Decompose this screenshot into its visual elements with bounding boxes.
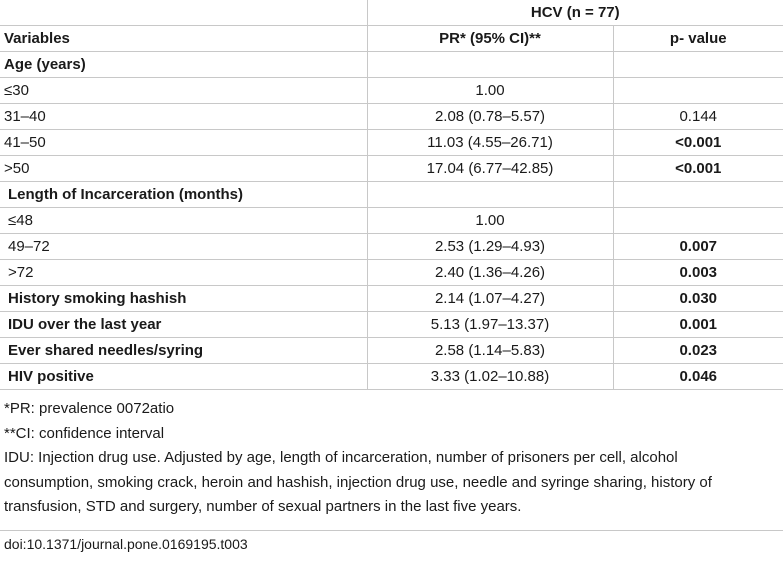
table-row (0, 364, 783, 390)
row-pvalue (613, 182, 783, 208)
row-pr: 11.03 (4.55–26.71) (367, 130, 613, 156)
footnote-idu-line-3: transfusion, STD and surgery, number of sexual partners in the last five years. (4, 498, 522, 515)
row-label: ≤48 (0, 208, 367, 234)
row-label: Ever shared needles/syring (0, 338, 367, 364)
row-pvalue (613, 52, 783, 78)
table-row (0, 338, 783, 364)
header-pr: PR* (95% CI)** (367, 26, 613, 52)
row-label: IDU over the last year (0, 312, 367, 338)
header-variables: Variables (0, 26, 367, 52)
row-label: ≤30 (0, 78, 367, 104)
row-pr: 1.00 (367, 208, 613, 234)
row-label: >72 (0, 260, 367, 286)
row-pr: 5.13 (1.97–13.37) (367, 312, 613, 338)
row-pr: 2.40 (1.36–4.26) (367, 260, 613, 286)
row-pr (367, 52, 613, 78)
table-row (0, 286, 783, 312)
table-row (0, 208, 783, 234)
table-row (0, 260, 783, 286)
row-pr: 1.00 (367, 78, 613, 104)
row-pr: 2.58 (1.14–5.83) (367, 338, 613, 364)
table-row (0, 78, 783, 104)
footnotes (0, 397, 783, 520)
row-pvalue: <0.001 (613, 156, 783, 182)
table-row (0, 52, 783, 78)
row-pr: 2.08 (0.78–5.57) (367, 104, 613, 130)
table-row (0, 156, 783, 182)
header-group-row (0, 0, 783, 26)
footnote-ci: **CI: confidence interval (4, 424, 165, 442)
row-label: Age (years) (0, 52, 367, 78)
row-pvalue (613, 78, 783, 104)
header-empty-cell (0, 0, 367, 26)
row-label: 49–72 (0, 234, 367, 260)
row-pr: 2.53 (1.29–4.93) (367, 234, 613, 260)
row-pr: 17.04 (6.77–42.85) (367, 156, 613, 182)
row-pr (367, 182, 613, 208)
row-pvalue: 0.023 (613, 338, 783, 364)
row-label: 41–50 (0, 130, 367, 156)
table-row (0, 234, 783, 260)
row-pvalue: 0.144 (613, 104, 783, 130)
row-label: 31–40 (0, 104, 367, 130)
header-columns-row (0, 26, 783, 52)
footnote-idu-line-2: consumption, smoking crack, heroin and hashish, injection drug use, needle and syringe sharing, history of (4, 473, 712, 491)
row-pvalue: 0.007 (613, 234, 783, 260)
table-row (0, 312, 783, 338)
table-row (0, 104, 783, 130)
header-pvalue: p- value (613, 26, 783, 52)
row-pvalue: 0.046 (613, 364, 783, 390)
footnote-pr: *PR: prevalence 0072atio (4, 400, 175, 417)
row-pvalue: <0.001 (613, 130, 783, 156)
doi-link[interactable]: doi:10.1371/journal.pone.0169195.t003 (4, 535, 248, 552)
header-group-label: HCV (n = 77) (367, 0, 783, 26)
table-row (0, 130, 783, 156)
row-pvalue: 0.001 (613, 312, 783, 338)
row-pvalue: 0.003 (613, 260, 783, 286)
row-label: Length of Incarceration (months) (0, 182, 367, 208)
row-label: History smoking hashish (0, 286, 367, 312)
row-pvalue: 0.030 (613, 286, 783, 312)
row-pr: 2.14 (1.07–4.27) (367, 286, 613, 312)
row-label: >50 (0, 156, 367, 182)
row-pr: 3.33 (1.02–10.88) (367, 364, 613, 390)
row-pvalue (613, 208, 783, 234)
table-row (0, 182, 783, 208)
row-label: HIV positive (0, 364, 367, 390)
footnote-idu-line-1: IDU: Injection drug use. Adjusted by age, length of incarceration, number of prisoners per cell, alcohol (4, 449, 678, 466)
